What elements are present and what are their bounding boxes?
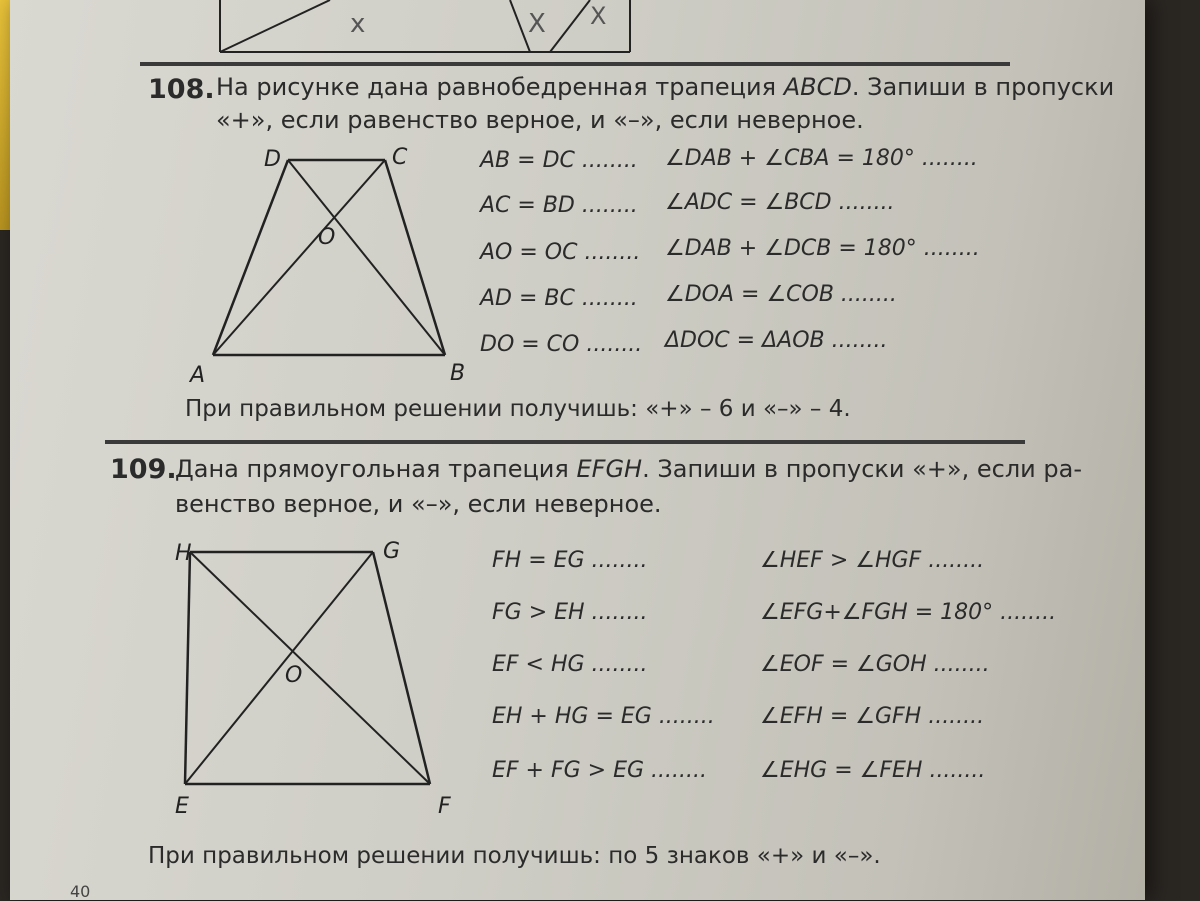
- textbook-page: [10, 0, 1145, 900]
- equality-108-r2: ∠ADC = ∠BCD ........: [665, 190, 895, 215]
- vertex-label-f: F: [438, 794, 451, 819]
- equality-108-r5: ΔDOC = ΔAOB ........: [665, 328, 888, 353]
- equality-108-l1: AB = DC ........: [480, 148, 638, 173]
- statement-text: . Запиши в пропуски: [851, 73, 1115, 101]
- equality-109-r5: ∠EHG = ∠FEH ........: [760, 758, 986, 783]
- previous-figure-fragment: [210, 0, 650, 60]
- equality-108-l3: AO = OC ........: [480, 240, 641, 265]
- vertex-label-e: E: [175, 794, 189, 819]
- vertex-label-d: D: [264, 147, 281, 172]
- vertex-label-c: C: [392, 145, 408, 170]
- equality-109-l1: FH = EG ........: [492, 548, 648, 573]
- equality-108-l4: AD = BC ........: [480, 286, 638, 311]
- trapezoid-abcd-figure: [180, 140, 480, 390]
- statement-text: На рисунке дана равнобедренная трапеция: [216, 73, 784, 101]
- vertex-label-h: H: [175, 541, 192, 566]
- vertex-label-g: G: [383, 539, 401, 564]
- equality-108-l5: DO = CO ........: [480, 332, 643, 357]
- problem-108-statement-line2: «+», если равенство верное, и «–», если неверное.: [216, 106, 864, 134]
- equality-109-l3: EF < HG ........: [492, 652, 648, 677]
- vertex-label-o: O: [285, 663, 303, 688]
- equality-109-l2: FG > EH ........: [492, 600, 648, 625]
- problem-109-statement-line1: [175, 455, 1082, 483]
- section-divider: [105, 440, 1025, 444]
- section-divider: [140, 62, 1010, 66]
- equality-108-r1: ∠DAB + ∠CBA = 180° ........: [665, 146, 978, 171]
- vertex-label-b: B: [450, 361, 466, 386]
- trapezoid-efgh-figure: [155, 530, 475, 820]
- equality-108-r4: ∠DOA = ∠COB ........: [665, 282, 897, 307]
- pencil-mark: X: [590, 2, 607, 30]
- pencil-mark: x: [350, 9, 366, 39]
- equality-109-l4: EH + HG = EG ........: [492, 704, 715, 729]
- problem-108-statement-line1: [216, 73, 1114, 101]
- problem-109-number: 109.: [110, 454, 177, 485]
- page-number: 40: [70, 882, 91, 901]
- equality-109-r4: ∠EFH = ∠GFH ........: [760, 704, 985, 729]
- equality-109-r1: ∠HEF > ∠HGF ........: [760, 548, 985, 573]
- statement-text: Дана прямоугольная трапеция: [175, 455, 577, 483]
- problem-108-number: 108.: [148, 74, 215, 105]
- equality-109-r3: ∠EOF = ∠GOH ........: [760, 652, 990, 677]
- vertex-label-o: O: [318, 225, 336, 250]
- trapezoid-name: EFGH: [576, 455, 643, 483]
- equality-109-l5: EF + FG > EG ........: [492, 758, 707, 783]
- problem-109-statement-line2: венство верное, и «–», если неверное.: [175, 490, 662, 518]
- trapezoid-name: ABCD: [783, 73, 852, 101]
- problem-109-result: При правильном решении получишь: по 5 знаков «+» и «–».: [148, 843, 881, 869]
- equality-109-r2: ∠EFG+∠FGH = 180° ........: [760, 600, 1057, 625]
- pencil-mark: X: [528, 9, 546, 39]
- problem-108-result: При правильном решении получишь: «+» – 6 и «–» – 4.: [185, 396, 851, 422]
- vertex-label-a: A: [190, 363, 206, 388]
- statement-text: . Запиши в пропуски «+», если ра-: [642, 455, 1082, 483]
- equality-108-l2: AC = BD ........: [480, 193, 638, 218]
- equality-108-r3: ∠DAB + ∠DCB = 180° ........: [665, 236, 980, 261]
